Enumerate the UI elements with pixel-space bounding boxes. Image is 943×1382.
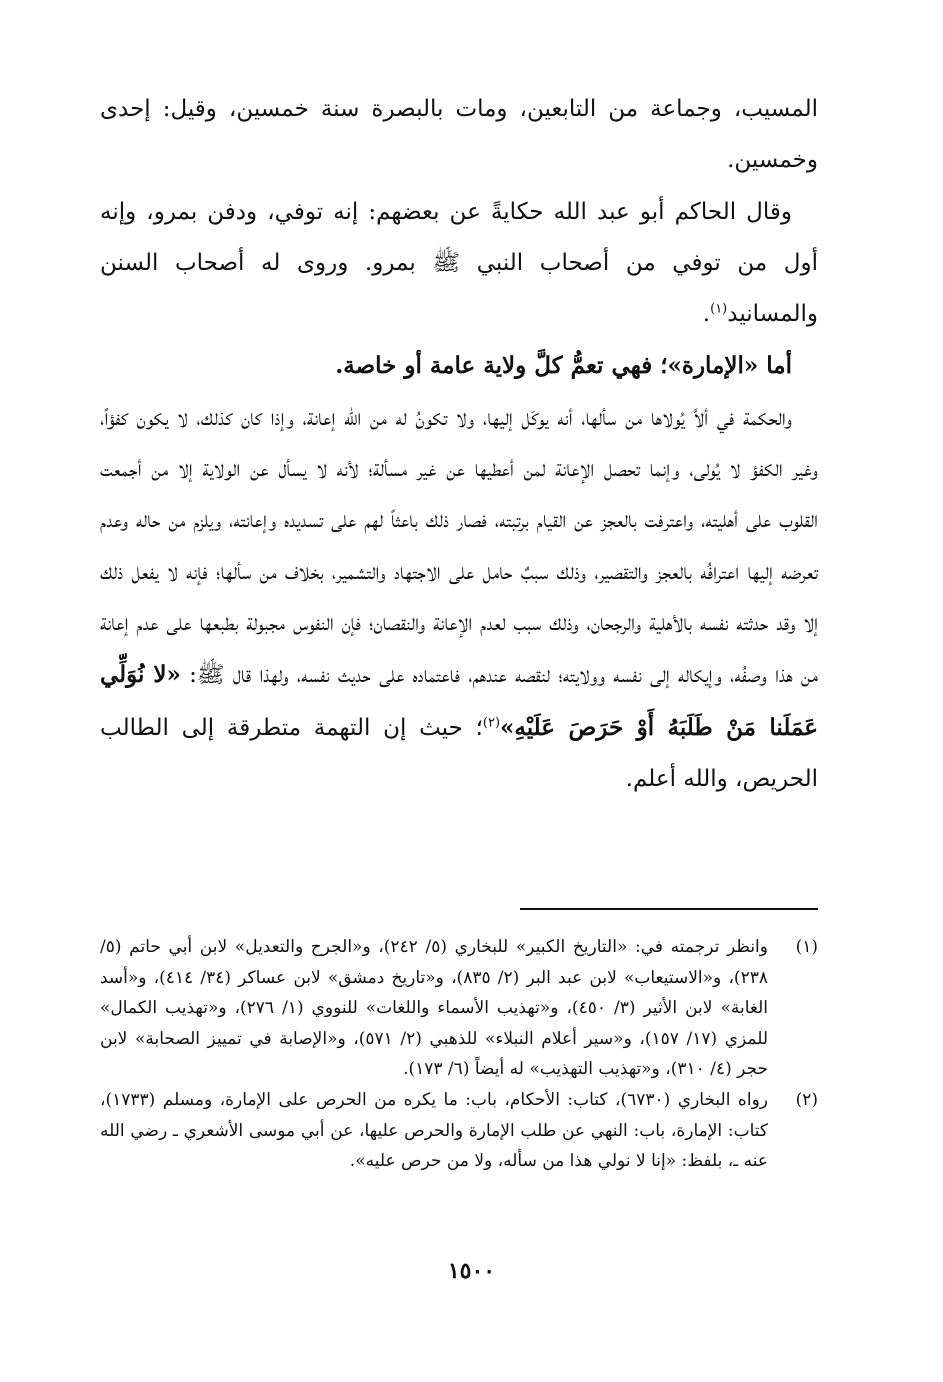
paragraph-4-text: والحكمة في ألاَّ يُولاها من سألها، أنه يوكَل إليها، ولا تكونُ له من الله إعانة، وإذا كان كذلك، لا يكون كفؤاً، وغير الكفؤ لا يُولى، وإنما تحصل الإعانة لمن أعطيها عن غير مسألة؛ لأنه لا يسأل عن الولاية إلا من أجمعت القلوب على أهليته، واعترفت بالعجز عن القيام برتبته، فصار ذلك باعثاً لهم على تسديده وإعانته، ويلزم من حاله وعدم تعرضه إليها اعترافُه بالعجز والتقصير، وذلك سببٌ حامل على الاجتهاد والتشمير، بخلاف من سألها؛ فإنه لا يفعل ذلك إلا وقد حدثته نفسه بالأهلية والرجحان، وذلك سبب لعدم الإعانة والنقصان؛ فإن النفوس مجبولة بطبعها على عدم إعانة من هذا وصفُه، وإيكاله إلى نفسه وولايته؛ لنقصه عندهم، فاعتماده على حديث نفسه، ولهذا قال ﷺ: (100, 404, 819, 689)
footnote-separator (520, 908, 818, 910)
footnote-ref-2: (٢) (482, 714, 501, 730)
page-number: ١٥٠٠ (447, 1258, 496, 1284)
footnote-1 (100, 932, 818, 1085)
footnote-ref-1: (١) (710, 301, 728, 317)
paragraph-2-end: . (702, 301, 711, 328)
imara-definition: أما «الإمارة»؛ فهي تعمُّ كلَّ ولاية عامة أو خاصة. (335, 352, 792, 380)
paragraph-1: المسيب، وجماعة من التابعين، ومات بالبصرة سنة خمسين، وقيل: إحدى وخمسين. (100, 96, 818, 174)
paragraph-3 (100, 340, 818, 392)
footnotes (100, 932, 818, 1177)
footnote-text: وانظر ترجمته في: «التاريخ الكبير» للبخاري (٥/ ٢٤٢)، و«الجرح والتعديل» لابن أبي حاتم (٥/ ٢٣٨)، و«الاستيعاب» لابن عبد البر (٢/ ٨٣٥)، و«تاريخ دمشق» لابن عساكر (٣٤/ ٤١٤)، و«أسد الغابة» لابن الأثير (٣/ ٤٥٠)، و«تهذيب الأسماء واللغات» للنووي (١/ ٢٧٦)، و«تهذيب الكمال» للمزي (١٧/ ١٥٧)، و«سير أعلام النبلاء» للذهبي (٢/ ٥٧١)، و«الإصابة في تمييز الصحابة» لابن حجر (٤/ ٣١٠)، و«تهذيب التهذيب» له أيضاً (٦/ ١٧٣). (100, 937, 768, 1080)
footnote-2 (100, 1085, 818, 1177)
footnote-number: (٢) (795, 1089, 818, 1110)
paragraph-2 (100, 187, 818, 341)
paragraph-4-end: ؛ حيث إن التهمة متطرقة إلى الطالب الحريص، والله أعلم. (100, 714, 818, 792)
main-text (100, 84, 818, 805)
footnote-number: (١) (795, 937, 818, 957)
paragraph-2-text: وقال الحاكم أبو عبد الله حكايةً عن بعضهم: إنه توفي، ودفن بمرو، وإنه أول من توفي من أصحاب النبي ﷺ بمرو. وروى له أصحاب السنن والمسانيد (100, 198, 818, 328)
paragraph-4 (100, 393, 818, 805)
footnote-text: رواه البخاري (٦٧٣٠)، كتاب: الأحكام، باب: ما يكره من الحرص على الإمارة، ومسلم (١٧٣٣)، كتاب: الإمارة، باب: النهي عن طلب الإمارة والحرص عليها، عن أبي موسى الأشعري ـ رضي الله عنه ـ، بلفظ: «إنا لا نولي هذا من سأله، ولا من حرص عليه». (100, 1089, 768, 1172)
hadith-quote: «لا نُوَلِّي عَمَلَنا مَنْ طَلَبَهُ أَوْ حَرَصَ عَلَيْهِ» (100, 661, 818, 741)
